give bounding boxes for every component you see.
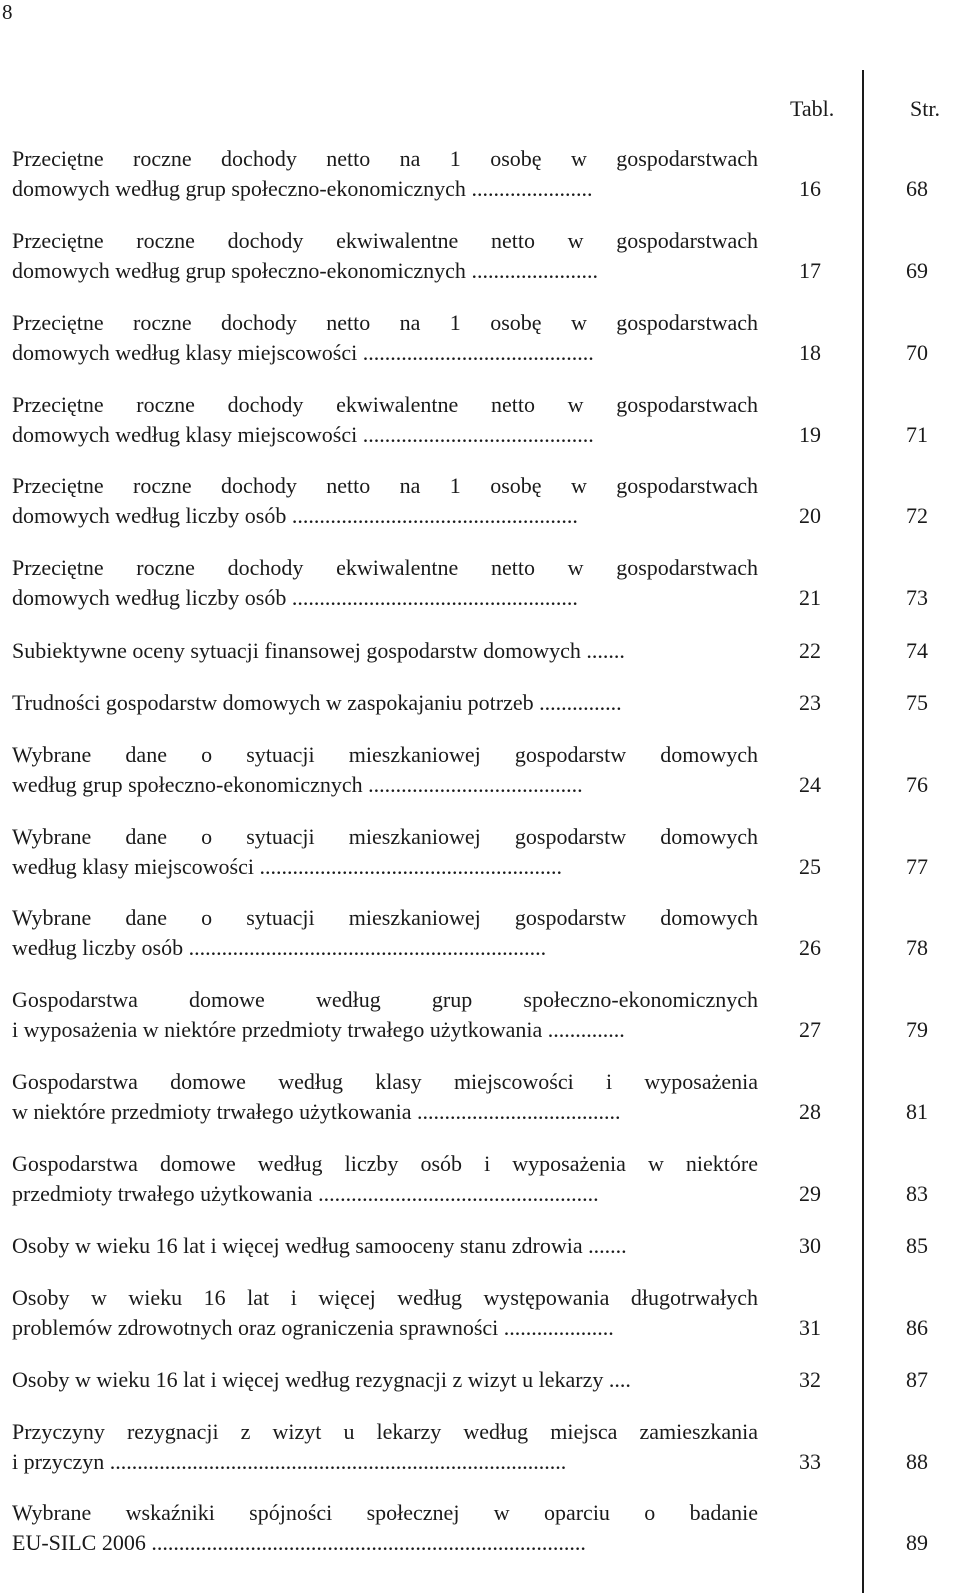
toc-entry-title-line2 — [12, 636, 758, 666]
toc-entry-title — [12, 903, 758, 963]
toc-entry-title — [12, 144, 758, 204]
toc-entry-title-text: domowych według grup społeczno-ekonomicznych — [12, 176, 466, 201]
column-header-str: Str. — [910, 96, 940, 121]
toc-entry-title-line1: Wybrane dane o sytuacji mieszkaniowej gospodarstw domowych — [12, 824, 758, 849]
toc-entry-title-line1: Przeciętne roczne dochody netto na 1 osobę w gospodarstwach — [12, 310, 758, 335]
toc-entry-title-line1: Przeciętne roczne dochody ekwiwalentne netto w gospodarstwach — [12, 555, 758, 580]
table-number: 23 — [799, 690, 821, 715]
page-ref: 73 — [906, 585, 928, 610]
leader-dots: .................... — [503, 1315, 614, 1340]
toc-entry[interactable] — [12, 308, 942, 368]
page-ref: 78 — [906, 935, 928, 960]
leader-dots: ....... — [588, 1233, 627, 1258]
table-number: 25 — [799, 854, 821, 879]
toc-entry-title — [12, 1067, 758, 1127]
toc-entry-title — [12, 822, 758, 882]
toc-entry[interactable] — [12, 1067, 942, 1127]
page-number: 8 — [2, 0, 13, 24]
table-number: 29 — [799, 1181, 821, 1206]
toc-entry-title-text: Osoby w wieku 16 lat i więcej według rezygnacji z wizyt u lekarzy — [12, 1367, 604, 1392]
page-ref: 71 — [906, 422, 928, 447]
page-ref: 77 — [906, 854, 928, 879]
toc-entry-title — [12, 1149, 758, 1209]
toc-entry[interactable] — [12, 144, 942, 204]
toc-entry-title-line2 — [12, 852, 758, 882]
toc-entry[interactable] — [12, 636, 942, 666]
page-ref: 68 — [906, 176, 928, 201]
toc-entry[interactable] — [12, 903, 942, 963]
table-number: 21 — [799, 585, 821, 610]
toc-entry-title-text: w niektóre przedmioty trwałego użytkowania — [12, 1099, 412, 1124]
toc-entry-title-line2 — [12, 256, 758, 286]
page-ref: 88 — [906, 1449, 928, 1474]
toc-entry-title — [12, 1365, 758, 1395]
table-number: 28 — [799, 1099, 821, 1124]
toc-entry-title-line1: Osoby w wieku 16 lat i więcej według występowania długotrwałych — [12, 1285, 758, 1310]
toc-entry-title — [12, 1498, 758, 1558]
toc-entry-title-line1: Przeciętne roczne dochody ekwiwalentne netto w gospodarstwach — [12, 228, 758, 253]
toc-entry-title-line1: Wybrane dane o sytuacji mieszkaniowej gospodarstw domowych — [12, 905, 758, 930]
toc-entry-title-line2 — [12, 1015, 758, 1045]
toc-entry-title-text: według liczby osób — [12, 935, 184, 960]
toc-entry[interactable] — [12, 822, 942, 882]
toc-entry[interactable] — [12, 740, 942, 800]
toc-entry-title-text: domowych według klasy miejscowości — [12, 340, 358, 365]
page-ref: 69 — [906, 258, 928, 283]
toc-entry-title-text: domowych według klasy miejscowości — [12, 422, 358, 447]
leader-dots: .............. — [547, 1017, 625, 1042]
toc-entry-title-text: Subiektywne oceny sytuacji finansowej gospodarstw domowych — [12, 638, 581, 663]
toc-entry[interactable] — [12, 1417, 942, 1477]
toc-entry-title-text: i przyczyn — [12, 1449, 105, 1474]
table-number: 24 — [799, 772, 821, 797]
toc-entry-title-line2 — [12, 1313, 758, 1343]
page-ref: 79 — [906, 1017, 928, 1042]
table-number: 20 — [799, 503, 821, 528]
toc-entry-title — [12, 1231, 758, 1261]
toc-entry-title — [12, 471, 758, 531]
toc-entry-title-text: domowych według liczby osób — [12, 585, 287, 610]
table-number: 17 — [799, 258, 821, 283]
toc-entry-title-line2 — [12, 688, 758, 718]
toc-entry-title-text: Osoby w wieku 16 lat i więcej według samooceny stanu zdrowia — [12, 1233, 583, 1258]
toc-entry-title-line1: Przeciętne roczne dochody ekwiwalentne netto w gospodarstwach — [12, 392, 758, 417]
table-number: 27 — [799, 1017, 821, 1042]
toc-entry[interactable] — [12, 1231, 942, 1261]
toc-entry-title-line1: Gospodarstwa domowe według klasy miejscowości i wyposażenia — [12, 1069, 758, 1094]
table-number: 32 — [799, 1367, 821, 1392]
toc-entry-title-line2 — [12, 583, 758, 613]
leader-dots: ....................................... — [368, 772, 583, 797]
toc-entry-title-line2 — [12, 501, 758, 531]
toc-entry-title-line2 — [12, 1528, 758, 1558]
toc-entry-title-line1: Przeciętne roczne dochody netto na 1 osobę w gospodarstwach — [12, 146, 758, 171]
table-number: 22 — [799, 638, 821, 663]
table-number: 16 — [799, 176, 821, 201]
toc-entry-title-line2 — [12, 1447, 758, 1477]
leader-dots: .................................................... — [291, 503, 578, 528]
toc-entry-title-line1: Przeciętne roczne dochody netto na 1 osobę w gospodarstwach — [12, 473, 758, 498]
table-number: 26 — [799, 935, 821, 960]
leader-dots: ....................... — [471, 258, 598, 283]
page-ref: 81 — [906, 1099, 928, 1124]
leader-dots: ....................................................... — [259, 854, 562, 879]
page-ref: 72 — [906, 503, 928, 528]
leader-dots: ....... — [586, 638, 625, 663]
toc-entry-title-text: przedmioty trwałego użytkowania — [12, 1181, 313, 1206]
leader-dots: ............... — [539, 690, 622, 715]
toc-entry-title-line2 — [12, 1365, 758, 1395]
leader-dots: .... — [608, 1367, 631, 1392]
toc-entry-title — [12, 226, 758, 286]
toc-entry-title-text: Trudności gospodarstw domowych w zaspokajaniu potrzeb — [12, 690, 534, 715]
toc-entry[interactable] — [12, 688, 942, 718]
page-ref: 76 — [906, 772, 928, 797]
leader-dots: ................................................... — [318, 1181, 599, 1206]
toc-entry[interactable] — [12, 226, 942, 286]
toc-entry-title — [12, 308, 758, 368]
toc-entry-title-line1: Gospodarstwa domowe według grup społeczno-ekonomicznych — [12, 987, 758, 1012]
page-ref: 70 — [906, 340, 928, 365]
toc-entry-title-text: EU-SILC 2006 — [12, 1530, 146, 1555]
toc-entry-title-line1: Wybrane wskaźniki spójności społecznej w oparciu o badanie — [12, 1500, 758, 1525]
toc-entry-title-line1: Wybrane dane o sytuacji mieszkaniowej gospodarstw domowych — [12, 742, 758, 767]
toc-entry-title-line2 — [12, 933, 758, 963]
toc-entry-title-text: i wyposażenia w niektóre przedmioty trwałego użytkowania — [12, 1017, 543, 1042]
toc-entry-title-text: według klasy miejscowości — [12, 854, 254, 879]
toc-entry[interactable] — [12, 553, 942, 613]
toc-entry[interactable] — [12, 390, 942, 450]
toc-entry-title — [12, 1283, 758, 1343]
leader-dots: ................................................................. — [188, 935, 547, 960]
column-header-tabl: Tabl. — [790, 96, 835, 121]
page-ref: 83 — [906, 1181, 928, 1206]
toc-entry-title-text: domowych według grup społeczno-ekonomicznych — [12, 258, 466, 283]
leader-dots: .......................................... — [362, 422, 594, 447]
page-ref: 89 — [906, 1530, 928, 1555]
leader-dots: ............................................................................... — [151, 1530, 586, 1555]
table-number: 19 — [799, 422, 821, 447]
leader-dots: ..................................... — [417, 1099, 621, 1124]
page-ref: 86 — [906, 1315, 928, 1340]
table-number: 30 — [799, 1233, 821, 1258]
page-ref: 75 — [906, 690, 928, 715]
page-ref: 87 — [906, 1367, 928, 1392]
toc-entry-title — [12, 390, 758, 450]
toc-entry[interactable] — [12, 985, 942, 1045]
page-ref: 74 — [906, 638, 928, 663]
toc-entry-title — [12, 553, 758, 613]
table-number: 31 — [799, 1315, 821, 1340]
toc-entry[interactable] — [12, 1149, 942, 1209]
toc-entry-title-line2 — [12, 420, 758, 450]
toc-entry[interactable] — [12, 1365, 942, 1395]
toc-entry-title-line1: Gospodarstwa domowe według liczby osób i wyposażenia w niektóre — [12, 1151, 758, 1176]
toc-entry-title — [12, 740, 758, 800]
table-number: 33 — [799, 1449, 821, 1474]
leader-dots: .................................................... — [291, 585, 578, 610]
toc-entry[interactable] — [12, 1283, 942, 1343]
leader-dots: ................................................................................... — [109, 1449, 567, 1474]
toc-entry-title-line2 — [12, 174, 758, 204]
toc-entry-title-text: domowych według liczby osób — [12, 503, 287, 528]
toc-entry-title-line2 — [12, 1097, 758, 1127]
toc-entry[interactable] — [12, 471, 942, 531]
toc-entry-title — [12, 1417, 758, 1477]
table-number: 18 — [799, 340, 821, 365]
leader-dots: .......................................... — [362, 340, 594, 365]
toc-entry-title-text: problemów zdrowotnych oraz ograniczenia sprawności — [12, 1315, 499, 1340]
leader-dots: ...................... — [471, 176, 593, 201]
toc-entry-title-line2 — [12, 770, 758, 800]
toc-entry-title-line2 — [12, 338, 758, 368]
toc-entry-title-line1: Przyczyny rezygnacji z wizyt u lekarzy według miejsca zamieszkania — [12, 1419, 758, 1444]
toc-entry-title-line2 — [12, 1179, 758, 1209]
toc-entry-title-text: według grup społeczno-ekonomicznych — [12, 772, 363, 797]
toc-entry-title — [12, 688, 758, 718]
toc-entry-title-line2 — [12, 1231, 758, 1261]
toc-entry-title — [12, 636, 758, 666]
page-ref: 85 — [906, 1233, 928, 1258]
toc-entry[interactable] — [12, 1498, 942, 1558]
toc-entry-title — [12, 985, 758, 1045]
